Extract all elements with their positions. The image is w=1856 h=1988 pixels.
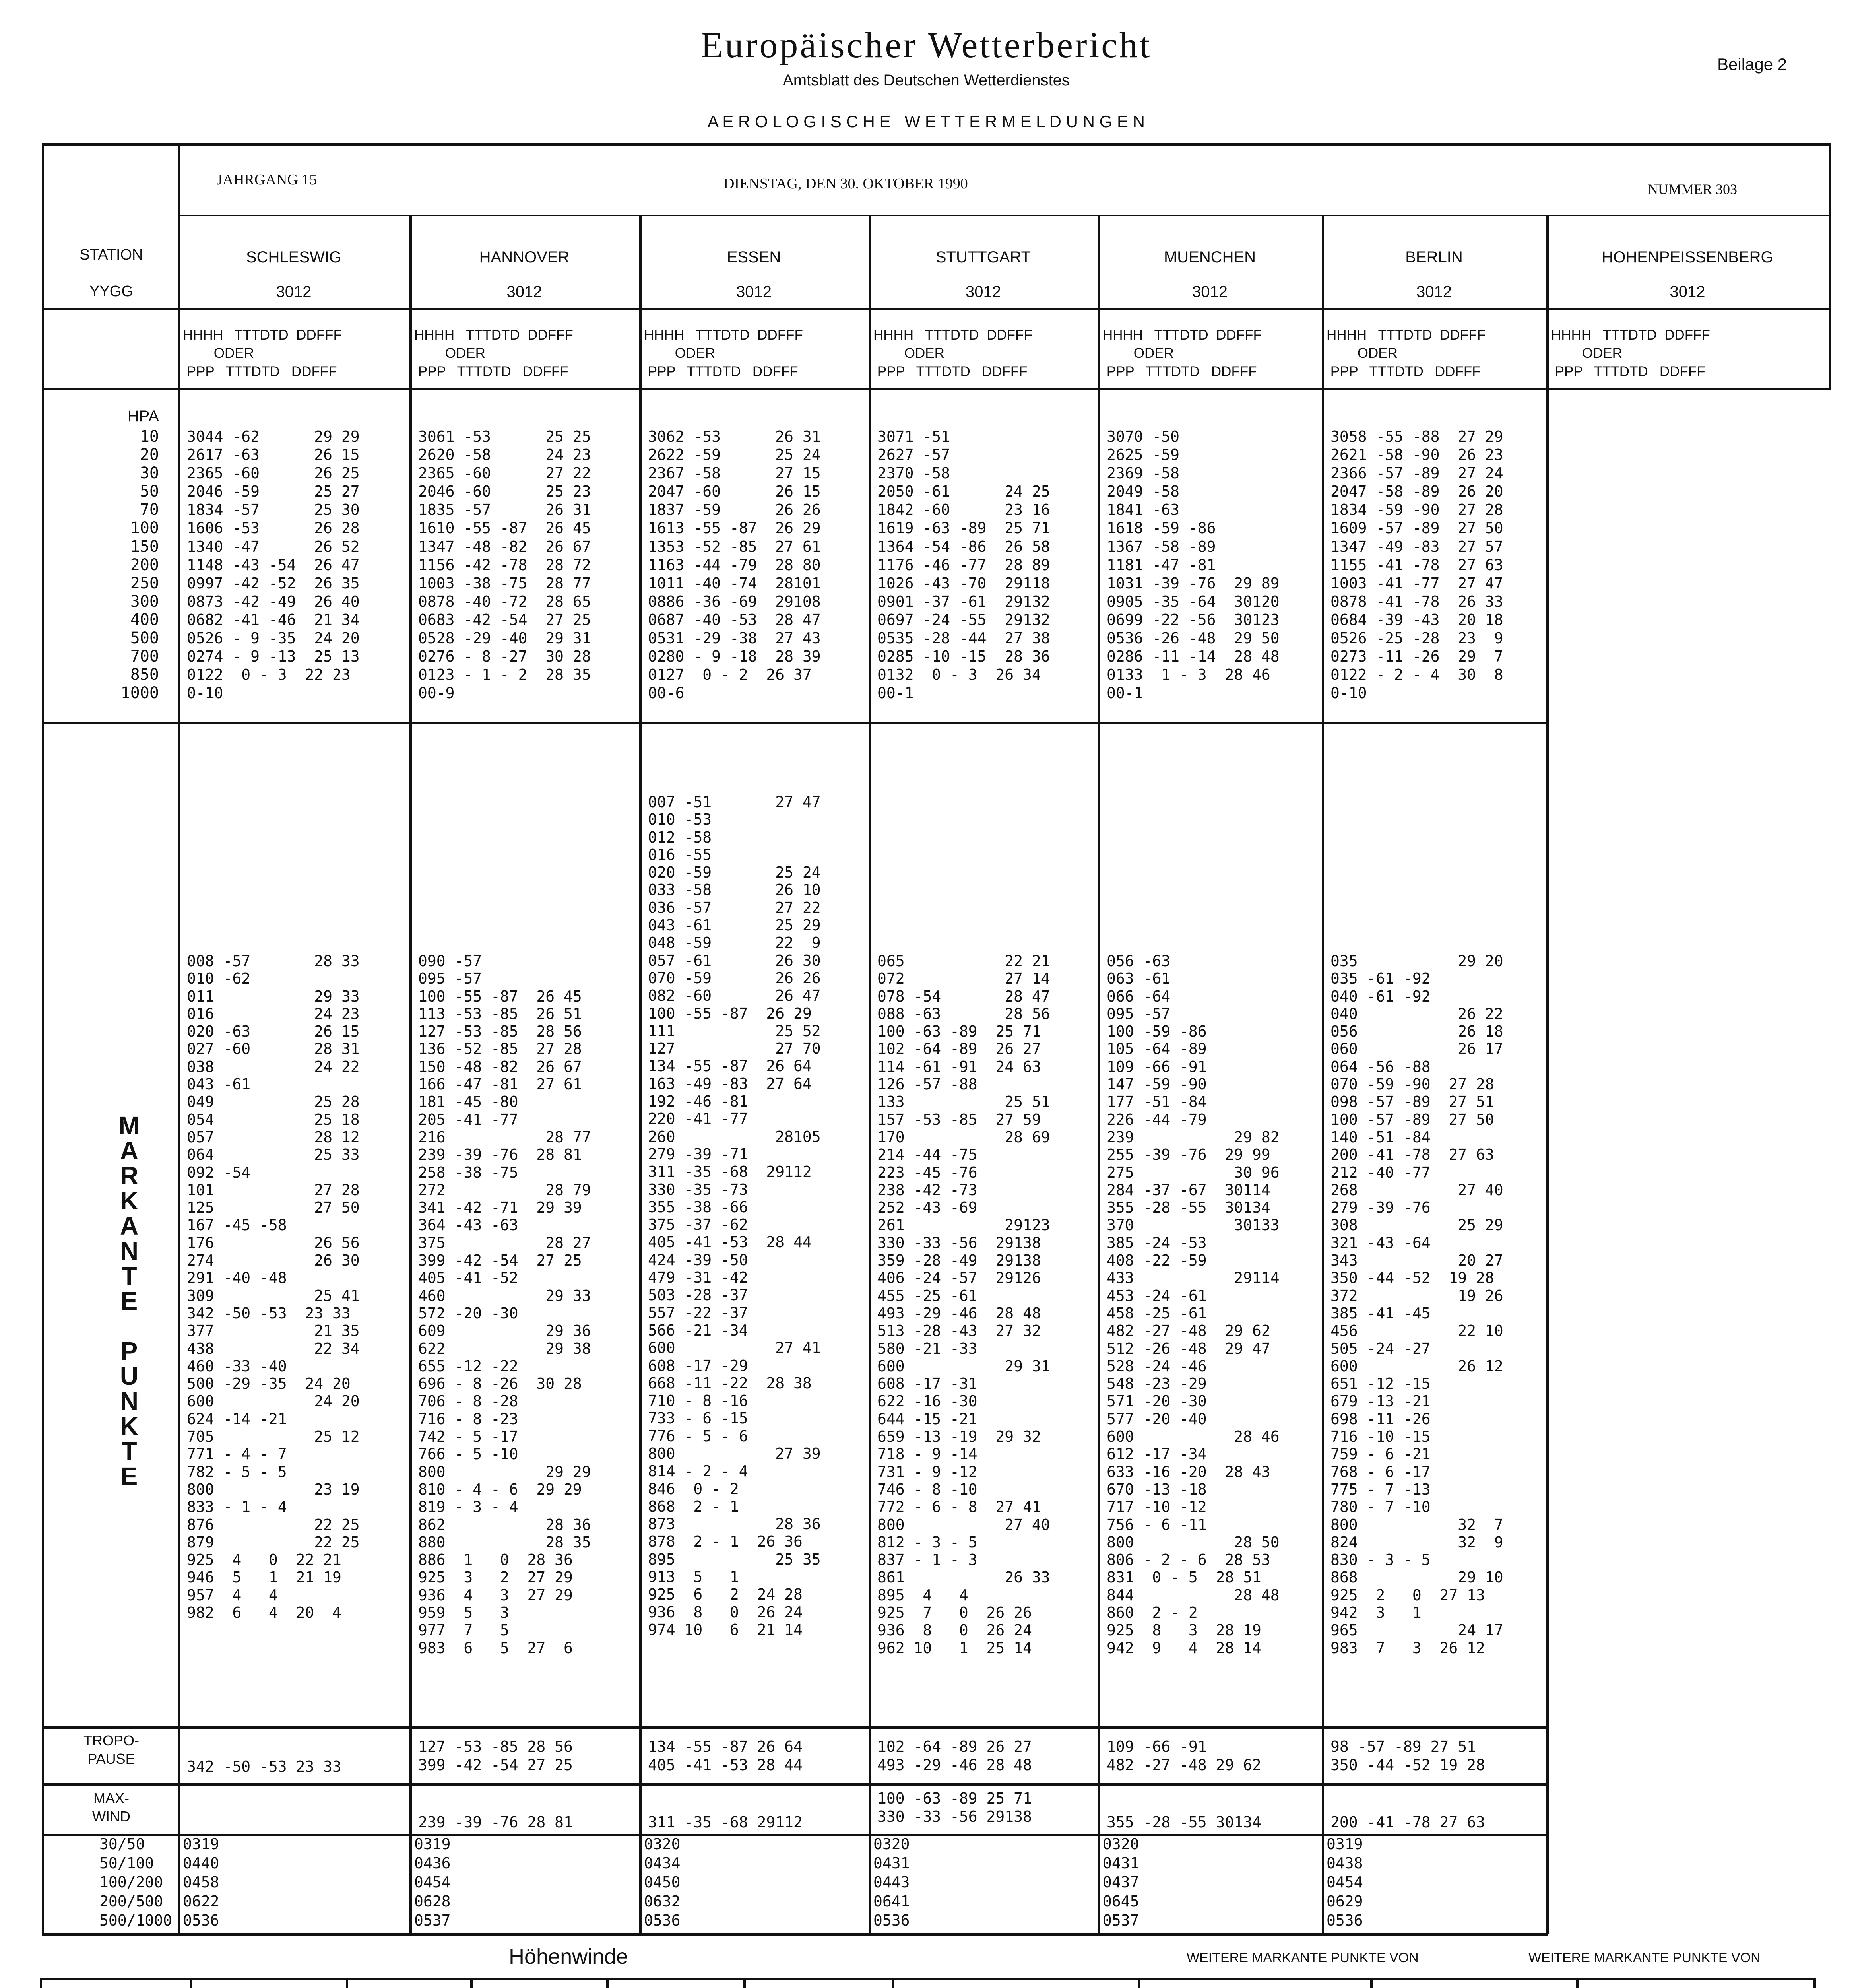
yygg-label: YYGG xyxy=(89,283,133,300)
shear-data: 0319 0438 0454 0629 0536 xyxy=(1327,1835,1363,1929)
markante-letter xyxy=(111,1314,147,1339)
shear-data: 0319 0440 0458 0622 0536 xyxy=(183,1835,219,1929)
station-code: 3012 xyxy=(506,283,542,301)
station-code: 3012 xyxy=(966,283,1001,301)
markante-letter: N xyxy=(120,1387,139,1415)
markante-letter: P xyxy=(120,1337,138,1365)
markante-punkte: 008 -57 28 33 010 -62 011 29 33 016 24 23 020 -63 26 15 027 -60 28 31 038 24 22 043 -61 049 25 28 054 25 18 057 28 12 064 25 33 092 -54 101 27 28 125 27 50 167 -45 -58 176 26 56 274 26 30 291 -40 -48 309 25 41 342 -50 -53 23 33 377 21 35 438 22 34 460 -33 -40 500 -29 -35 24 20 600 24 20 624 -14 -21 705 25 12 771 - 4 - 7 782 - 5 - 5 800 23 19 833 - 1 - 4 876 22 25 879 22 25 925 4 0 22 21 946 5 1 21 19 957 4 4 982 6 4 20 4 xyxy=(187,952,360,1621)
pressure-levels: 10 20 30 50 70 100 150 200 250 300 400 500 700 850 1000 xyxy=(120,427,159,703)
page-subtitle: Amtsblatt des Deutschen Wetterdienstes xyxy=(783,72,1070,89)
station-name: BERLIN xyxy=(1405,248,1463,266)
shear-data: 0320 0431 0437 0645 0537 xyxy=(1103,1835,1139,1929)
markante-letter: E xyxy=(120,1462,138,1491)
station-code: 3012 xyxy=(1670,283,1705,301)
station-name: HOHENPEISSENBERG xyxy=(1602,248,1773,266)
station-name: STUTTGART xyxy=(935,248,1031,266)
standard-levels: 3071 -51 2627 -57 2370 -58 2050 -61 24 25 1842 -60 23 16 1619 -63 -89 25 71 1364 -54 -86 26 58 1176 -46 -77 28 89 1026 -43 -70 29118 0901 -37 -61 29132 0697 -24 -55 29132 0535 -28 -44 27 38 0285 -10 -15 28 36 0132 0 - 3 26 34 00-1 xyxy=(877,428,1050,702)
markante-letter: K xyxy=(120,1412,139,1441)
date-label: DIENSTAG, DEN 30. OKTOBER 1990 xyxy=(723,175,968,192)
markante-punkte: 007 -51 27 47 010 -53 012 -58 016 -55 020 -59 25 24 033 -58 26 10 036 -57 27 22 043 -61 25 29 048 -59 22 9 057 -61 26 30 070 -59 26 26 082 -60 26 47 100 -55 -87 26 29 111 25 52 127 27 70 134 -55 -87 26 64 163 -49 -83 27 64 192 -46 -81 220 -41 -77 260 28105 279 -39 -71 311 -35 -68 29112 330 -35 -73 355 -38 -66 375 -37 -62 405 -41 -53 28 44 424 -39 -50 479 -31 -42 503 -28 -37 557 -22 -37 566 -21 -34 600 27 41 608 -17 -29 668 -11 -22 28 38 710 - 8 -16 733 - 6 -15 776 - 5 - 6 800 27 39 814 - 2 - 4 846 0 - 2 868 2 - 1 873 28 36 878 2 - 1 26 36 895 25 35 913 5 1 925 6 2 24 28 936 8 0 26 24 974 10 6 21 14 xyxy=(648,793,821,1639)
column-headers: HHHH TTTDTD DDFFF ODER PPP TTTDTD DDFFF xyxy=(183,327,342,379)
markante-letter: A xyxy=(120,1211,139,1240)
markante-letter: A xyxy=(120,1136,139,1165)
shear-data: 0320 0431 0443 0641 0536 xyxy=(873,1835,910,1929)
maxwind-data: 311 -35 -68 29112 xyxy=(648,1813,803,1831)
standard-levels: 3070 -50 2625 -59 2369 -58 2049 -58 1841 -63 1618 -59 -86 1367 -58 -89 1181 -47 -81 1031 -39 -76 29 89 0905 -35 -64 30120 0699 -22 -56 30123 0536 -26 -48 29 50 0286 -11 -14 28 48 0133 1 - 3 28 46 00-1 xyxy=(1107,428,1280,702)
markante-letter: R xyxy=(120,1161,139,1190)
station-code: 3012 xyxy=(736,283,772,301)
tropopause-label: TROPO- PAUSE xyxy=(83,1732,139,1767)
markante-punkte: 056 -63 063 -61 066 -64 095 -57 100 -59 -86 105 -64 -89 109 -66 -91 147 -59 -90 177 -51 -84 226 -44 -79 239 29 82 255 -39 -76 29 99 275 30 96 284 -37 -67 30114 355 -28 -55 30134 370 30133 385 -24 -53 408 -22 -59 433 29114 453 -24 -61 458 -25 -61 482 -27 -48 29 62 512 -26 -48 29 47 528 -24 -46 548 -23 -29 571 -20 -30 577 -20 -40 600 28 46 612 -17 -34 633 -16 -20 28 43 670 -13 -18 717 -10 -12 756 - 6 -11 800 28 50 806 - 2 - 6 28 53 831 0 - 5 28 51 844 28 48 860 2 - 2 925 8 3 28 19 942 9 4 28 14 xyxy=(1107,952,1280,1657)
tropopause-data: 127 -53 -85 28 56 399 -42 -54 27 25 xyxy=(418,1738,573,1774)
maxwind-label: MAX- WIND xyxy=(92,1790,130,1825)
standard-levels: 3061 -53 25 25 2620 -58 24 23 2365 -60 27 22 2046 -60 25 23 1835 -57 26 31 1610 -55 -87 26 45 1347 -48 -82 26 67 1156 -42 -78 28 72 1003 -38 -75 28 77 0878 -40 -72 28 65 0683 -42 -54 27 25 0528 -29 -40 29 31 0276 - 8 -27 30 28 0123 - 1 - 2 28 35 00-9 xyxy=(418,428,591,702)
markante-letter: K xyxy=(120,1186,139,1215)
markante-letter: T xyxy=(121,1437,137,1466)
markante-punkte-label xyxy=(111,1113,147,1489)
tropopause-data: 342 -50 -53 23 33 xyxy=(187,1758,341,1775)
station-name: SCHLESWIG xyxy=(246,248,342,266)
station-code: 3012 xyxy=(1416,283,1452,301)
column-headers: HHHH TTTDTD DDFFF ODER PPP TTTDTD DDFFF xyxy=(644,327,803,379)
station-code: 3012 xyxy=(276,283,312,301)
number-label: NUMMER 303 xyxy=(1648,181,1738,197)
station-code: 3012 xyxy=(1192,283,1228,301)
station-name: ESSEN xyxy=(727,248,781,266)
column-headers: HHHH TTTDTD DDFFF ODER PPP TTTDTD DDFFF xyxy=(873,327,1032,379)
station-name: HANNOVER xyxy=(479,248,570,266)
standard-levels: 3044 -62 29 29 2617 -63 26 15 2365 -60 26 25 2046 -59 25 27 1834 -57 25 30 1606 -53 26 28 1340 -47 26 52 1148 -43 -54 26 47 0997 -42 -52 26 35 0873 -42 -49 26 40 0682 -41 -46 21 34 0526 - 9 -35 24 20 0274 - 9 -13 25 13 0122 0 - 3 22 23 0-10 xyxy=(187,428,360,702)
maxwind-data: 100 -63 -89 25 71 330 -33 -56 29138 xyxy=(877,1790,1032,1826)
markante-punkte: 035 29 20 035 -61 -92 040 -61 -92 040 26 22 056 26 18 060 26 17 064 -56 -88 070 -59 -90 27 28 098 -57 -89 27 51 100 -57 -89 27 50 140 -51 -84 200 -41 -78 27 63 212 -40 -77 268 27 40 279 -39 -76 308 25 29 321 -43 -64 343 20 27 350 -44 -52 19 28 372 19 26 385 -41 -45 456 22 10 505 -24 -27 600 26 12 651 -12 -15 679 -13 -21 698 -11 -26 716 -10 -15 759 - 6 -21 768 - 6 -17 775 - 7 -13 780 - 7 -10 800 32 7 824 32 9 830 - 3 - 5 868 29 10 925 2 0 27 13 942 3 1 965 24 17 983 7 3 26 12 xyxy=(1330,952,1503,1657)
tropopause-data: 109 -66 -91 482 -27 -48 29 62 xyxy=(1107,1738,1261,1774)
markante-letter: T xyxy=(121,1262,137,1290)
markante-letter: M xyxy=(118,1111,140,1140)
tropopause-data: 102 -64 -89 26 27 493 -29 -46 28 48 xyxy=(877,1738,1032,1774)
maxwind-data: 239 -39 -76 28 81 xyxy=(418,1813,573,1831)
hpa-label: HPA xyxy=(127,408,159,425)
markante-punkte: 065 22 21 072 27 14 078 -54 28 47 088 -63 28 56 100 -63 -89 25 71 102 -64 -89 26 27 114 -61 -91 24 63 126 -57 -88 133 25 51 157 -53 -85 27 59 170 28 69 214 -44 -75 223 -45 -76 238 -42 -73 252 -43 -69 261 29123 330 -33 -56 29138 359 -28 -49 29138 406 -24 -57 29126 455 -25 -61 493 -29 -46 28 48 513 -28 -43 27 32 580 -21 -33 600 29 31 608 -17 -31 622 -16 -30 644 -15 -21 659 -13 -19 29 32 718 - 9 -14 731 - 9 -12 746 - 8 -10 772 - 6 - 8 27 41 800 27 40 812 - 3 - 5 837 - 1 - 3 861 26 33 895 4 4 925 7 0 26 26 936 8 0 26 24 962 10 1 25 14 xyxy=(877,952,1050,1657)
shear-data: 0320 0434 0450 0632 0536 xyxy=(644,1835,681,1929)
station-label: STATION xyxy=(80,247,143,263)
section-title: A E R O L O G I S C H E W E T T E R M E L D U N G E N xyxy=(707,112,1145,131)
winds-title: Höhenwinde xyxy=(509,1945,628,1969)
shear-levels: 30/50 50/100 100/200 200/500 500/1000 xyxy=(99,1835,173,1929)
standard-levels: 3062 -53 26 31 2622 -59 25 24 2367 -58 27 15 2047 -60 26 15 1837 -59 26 26 1613 -55 -87 26 29 1353 -52 -85 27 61 1163 -44 -79 28 80 1011 -40 -74 28101 0886 -36 -69 29108 0687 -40 -53 28 47 0531 -29 -38 27 43 0280 - 9 -18 28 39 0127 0 - 2 26 37 00-6 xyxy=(648,428,821,702)
markante-letter: E xyxy=(120,1287,138,1315)
markante-punkte: 090 -57 095 -57 100 -55 -87 26 45 113 -53 -85 26 51 127 -53 -85 28 56 136 -52 -85 27 28 150 -48 -82 26 67 166 -47 -81 27 61 181 -45 -80 205 -41 -77 216 28 77 239 -39 -76 28 81 258 -38 -75 272 28 79 341 -42 -71 29 39 364 -43 -63 375 28 27 399 -42 -54 27 25 405 -41 -52 460 29 33 572 -20 -30 609 29 36 622 29 38 655 -12 -22 696 - 8 -26 30 28 706 - 8 -28 716 - 8 -23 742 - 5 -17 766 - 5 -10 800 29 29 810 - 4 - 6 29 29 819 - 3 - 4 862 28 36 880 28 35 886 1 0 28 36 925 3 2 27 29 936 4 3 27 29 959 5 3 977 7 5 983 6 5 27 6 xyxy=(418,952,591,1657)
column-headers: HHHH TTTDTD DDFFF ODER PPP TTTDTD DDFFF xyxy=(1327,327,1486,379)
column-headers: HHHH TTTDTD DDFFF ODER PPP TTTDTD DDFFF xyxy=(1103,327,1262,379)
standard-levels: 3058 -55 -88 27 29 2621 -58 -90 26 23 2366 -57 -89 27 24 2047 -58 -89 26 20 1834 -59 -90 27 28 1609 -57 -89 27 50 1347 -49 -83 27 57 1155 -41 -78 27 63 1003 -41 -77 27 47 0878 -41 -78 26 33 0684 -39 -43 20 18 0526 -25 -28 23 9 0273 -11 -26 29 7 0122 - 2 - 4 30 8 0-10 xyxy=(1330,428,1503,702)
markante-letter: U xyxy=(120,1362,139,1390)
tropopause-data: 134 -55 -87 26 64 405 -41 -53 28 44 xyxy=(648,1738,803,1774)
volume-label: JAHRGANG 15 xyxy=(217,171,317,188)
markante-letter: N xyxy=(120,1237,139,1265)
maxwind-data: 200 -41 -78 27 63 xyxy=(1330,1813,1485,1831)
weitere-label-2: WEITERE MARKANTE PUNKTE VON xyxy=(1528,1950,1761,1965)
column-headers: HHHH TTTDTD DDFFF ODER PPP TTTDTD DDFFF xyxy=(1551,327,1710,379)
page-title: Europäischer Wetterbericht xyxy=(700,25,1152,65)
tropopause-data: 98 -57 -89 27 51 350 -44 -52 19 28 xyxy=(1330,1738,1485,1774)
shear-data: 0319 0436 0454 0628 0537 xyxy=(414,1835,451,1929)
station-name: MUENCHEN xyxy=(1164,248,1256,266)
column-headers: HHHH TTTDTD DDFFF ODER PPP TTTDTD DDFFF xyxy=(414,327,573,379)
maxwind-data: 355 -28 -55 30134 xyxy=(1107,1813,1261,1831)
weitere-label-1: WEITERE MARKANTE PUNKTE VON xyxy=(1187,1950,1419,1965)
supplement-label: Beilage 2 xyxy=(1717,55,1787,74)
